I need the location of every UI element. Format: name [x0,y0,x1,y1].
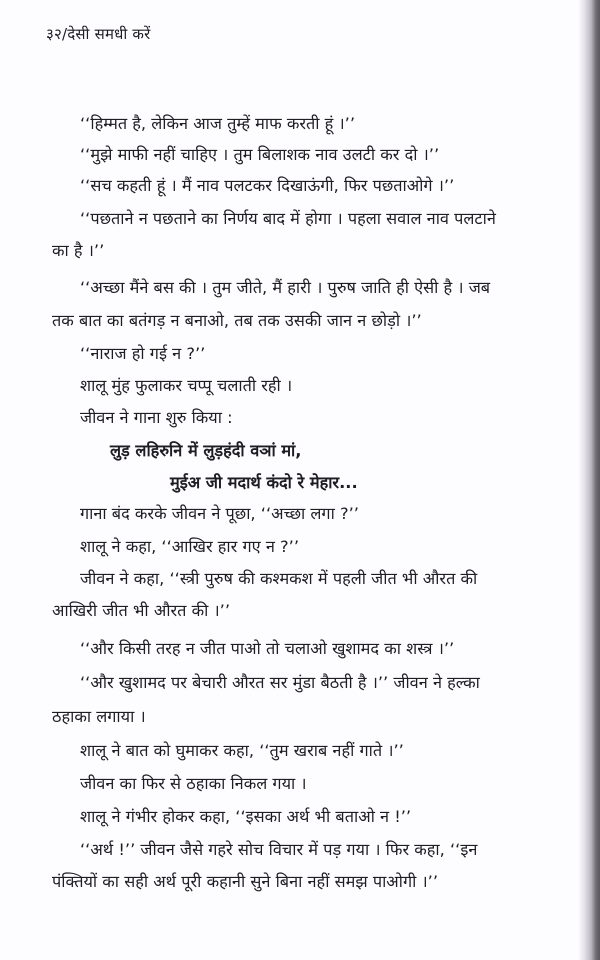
running-head: ३२/देसी समधी करें [46,25,151,43]
text-line: जीवन ने गाना शुरु किया : [80,408,233,427]
text-line: पंक्तियों का सही अर्थ पूरी कहानी सुने बिना नहीं समझ पाओगी ।’’ [52,872,439,891]
text-line: आखिरी जीत भी औरत की ।’’ [52,601,231,620]
binding-shadow [578,0,600,960]
text-line: ‘‘और किसी तरह न जीत पाओ तो चलाओ खुशामद का शस्त्र ।’’ [80,639,455,658]
text-line: ‘‘पछताने न पछताने का निर्णय बाद में होगा । पहला सवाल नाव पलटाने [80,209,496,228]
text-line: तक बात का बतंगड़ न बनाओ, तब तक उसकी जान न छोड़ो ।’’ [52,311,422,330]
text-line: गाना बंद करके जीवन ने पूछा, ‘‘अच्छा लगा ?’’ [80,504,359,523]
text-line: शालू ने कहा, ‘‘आखिर हार गए न ?’’ [80,537,300,556]
text-line: ‘‘नाराज हो गई न ?’’ [80,344,206,363]
text-line: ‘‘हिम्मत है, लेकिन आज तुम्हें माफ करती हूं ।’’ [80,114,356,133]
text-line: ठहाका लगाया । [52,707,146,726]
text-line: शालू मुंह फुलाकर चप्पू चलाती रही । [80,376,293,395]
verse-line: लुड़ लहिरुनि में लुड़हंदी वञां मां, [110,441,302,460]
text-line: ‘‘मुझे माफी नहीं चाहिए । तुम बिलाशक नाव उलटी कर दो ।’’ [80,145,440,164]
text-line: ‘‘अच्छा मैंने बस की । तुम जीते, मैं हारी । पुरुष जाति ही ऐसी है । जब [80,278,491,297]
text-line: जीवन का फिर से ठहाका निकल गया । [80,774,307,793]
text-line: ‘‘अर्थ !’’ जीवन जैसे गहरे सोच विचार में पड़ गया । फिर कहा, ‘‘इन [80,840,478,859]
verse-line: मुईअ जी मदार्थ कंदो रे मेहार... [170,473,358,492]
text-line: जीवन ने कहा, ‘‘स्त्री पुरुष की कश्मकश में पहली जीत भी औरत की [80,569,478,588]
text-line: ‘‘सच कहती हूं । मैं नाव पलटकर दिखाऊंगी, फिर पछताओगे ।’’ [80,176,455,195]
text-line: ‘‘और खुशामद पर बेचारी औरत सर मुंडा बैठती है ।’’ जीवन ने हल्का [80,673,480,692]
text-line: का है ।’’ [52,241,105,260]
text-line: शालू ने बात को घुमाकर कहा, ‘‘तुम खराब नहीं गाते ।’’ [80,741,404,760]
text-line: शालू ने गंभीर होकर कहा, ‘‘इसका अर्थ भी बताओ न !’’ [80,807,412,826]
